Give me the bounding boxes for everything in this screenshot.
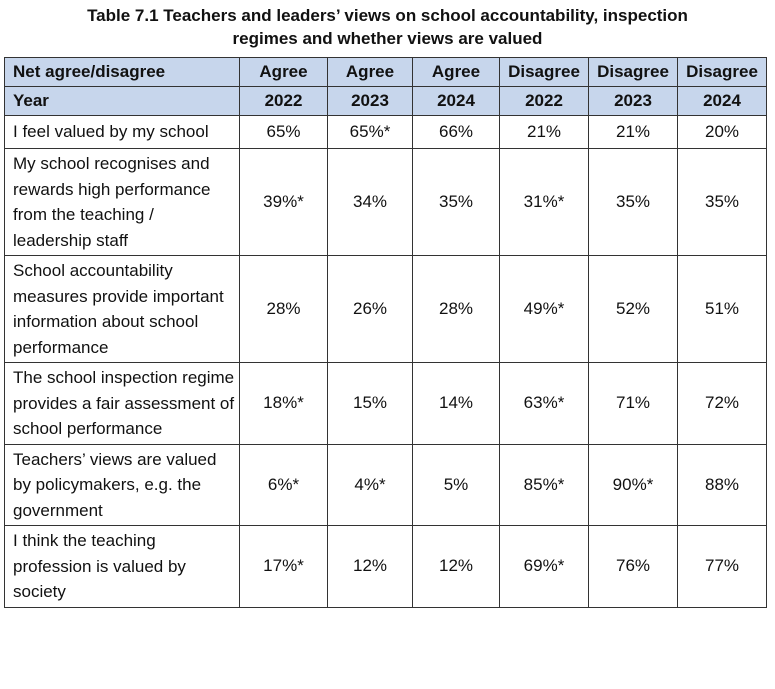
- header-measure-agree-2023: Agree: [328, 58, 413, 87]
- row-label: Teachers’ views are valued by policymakers, e.g. the government: [5, 444, 240, 526]
- row-label: I feel valued by my school: [5, 116, 240, 149]
- header-year-agree-2022: 2022: [240, 87, 328, 116]
- header-measure-label: Net agree/disagree: [5, 58, 240, 87]
- cell-disagree-2022: 85%*: [500, 444, 589, 526]
- cell-disagree-2023: 35%: [589, 149, 678, 256]
- cell-agree-2024: 14%: [413, 363, 500, 445]
- cell-agree-2023: 4%*: [328, 444, 413, 526]
- cell-disagree-2022: 63%*: [500, 363, 589, 445]
- cell-agree-2022: 18%*: [240, 363, 328, 445]
- row-label: The school inspection regime provides a fair assessment of school performance: [5, 363, 240, 445]
- header-measure-disagree-2024: Disagree: [678, 58, 767, 87]
- cell-agree-2024: 66%: [413, 116, 500, 149]
- table-title-line-2: regimes and whether views are valued: [232, 29, 543, 48]
- table-row: [5, 526, 767, 608]
- cell-disagree-2022: 21%: [500, 116, 589, 149]
- cell-agree-2023: 12%: [328, 526, 413, 608]
- cell-disagree-2023: 21%: [589, 116, 678, 149]
- cell-agree-2022: 6%*: [240, 444, 328, 526]
- cell-disagree-2022: 31%*: [500, 149, 589, 256]
- row-label: School accountability measures provide important information about school performance: [5, 256, 240, 363]
- cell-disagree-2022: 69%*: [500, 526, 589, 608]
- header-year-disagree-2023: 2023: [589, 87, 678, 116]
- cell-agree-2023: 65%*: [328, 116, 413, 149]
- header-year-disagree-2022: 2022: [500, 87, 589, 116]
- cell-agree-2022: 28%: [240, 256, 328, 363]
- header-year-agree-2023: 2023: [328, 87, 413, 116]
- header-measure-agree-2022: Agree: [240, 58, 328, 87]
- cell-disagree-2023: 90%*: [589, 444, 678, 526]
- cell-agree-2024: 28%: [413, 256, 500, 363]
- cell-disagree-2023: 71%: [589, 363, 678, 445]
- cell-agree-2024: 12%: [413, 526, 500, 608]
- header-measure-disagree-2023: Disagree: [589, 58, 678, 87]
- cell-agree-2023: 15%: [328, 363, 413, 445]
- table-title-line-1: Table 7.1 Teachers and leaders’ views on school accountability, inspection: [87, 6, 688, 25]
- row-label: I think the teaching profession is valued by society: [5, 526, 240, 608]
- cell-disagree-2024: 35%: [678, 149, 767, 256]
- cell-disagree-2024: 20%: [678, 116, 767, 149]
- header-year-agree-2024: 2024: [413, 87, 500, 116]
- cell-agree-2023: 34%: [328, 149, 413, 256]
- header-year-disagree-2024: 2024: [678, 87, 767, 116]
- table-row: [5, 444, 767, 526]
- cell-agree-2023: 26%: [328, 256, 413, 363]
- header-measure-disagree-2022: Disagree: [500, 58, 589, 87]
- cell-disagree-2023: 76%: [589, 526, 678, 608]
- cell-disagree-2024: 51%: [678, 256, 767, 363]
- cell-agree-2022: 17%*: [240, 526, 328, 608]
- cell-disagree-2023: 52%: [589, 256, 678, 363]
- table-row: [5, 116, 767, 149]
- header-year-label: Year: [5, 87, 240, 116]
- header-row-year: [5, 87, 767, 116]
- header-row-measure: [5, 58, 767, 87]
- cell-agree-2024: 5%: [413, 444, 500, 526]
- cell-disagree-2024: 88%: [678, 444, 767, 526]
- cell-disagree-2022: 49%*: [500, 256, 589, 363]
- cell-disagree-2024: 72%: [678, 363, 767, 445]
- table-row: [5, 363, 767, 445]
- cell-agree-2022: 39%*: [240, 149, 328, 256]
- cell-disagree-2024: 77%: [678, 526, 767, 608]
- header-measure-agree-2024: Agree: [413, 58, 500, 87]
- row-label: My school recognises and rewards high performance from the teaching / leadership staff: [5, 149, 240, 256]
- cell-agree-2022: 65%: [240, 116, 328, 149]
- table-title: [0, 4, 775, 50]
- cell-agree-2024: 35%: [413, 149, 500, 256]
- survey-table: [4, 57, 767, 608]
- table-row: [5, 149, 767, 256]
- table-row: [5, 256, 767, 363]
